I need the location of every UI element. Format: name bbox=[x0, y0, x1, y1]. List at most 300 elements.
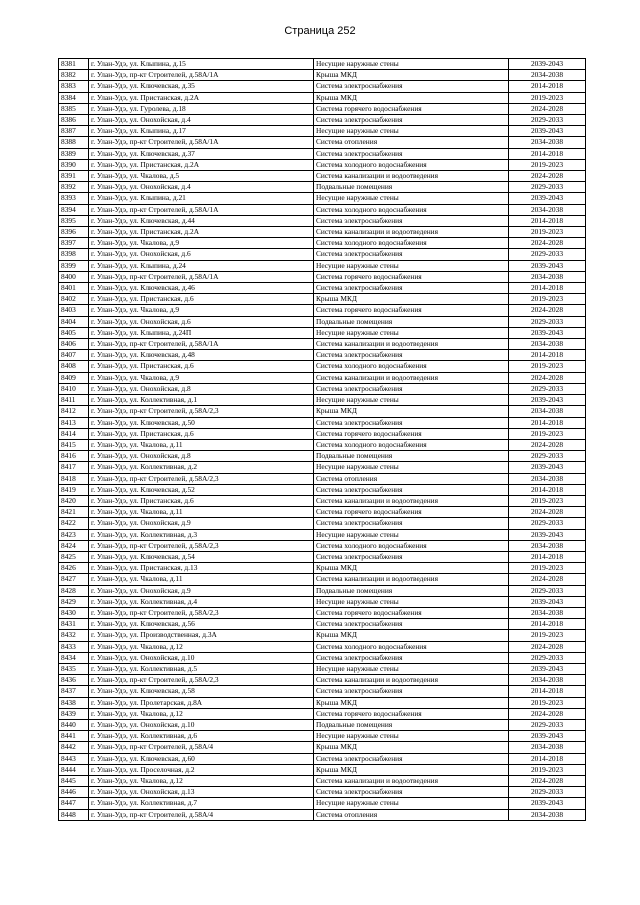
system-cell: Система электроснабжения bbox=[314, 81, 509, 92]
row-number-cell: 8409 bbox=[59, 372, 89, 383]
system-cell: Крыша МКД bbox=[314, 70, 509, 81]
table-row bbox=[59, 753, 586, 764]
system-cell: Система канализации и водоотведения bbox=[314, 227, 509, 238]
address-cell: г. Улан-Удэ, пр-кт Строителей, д.58А/2,3 bbox=[89, 406, 314, 417]
system-cell: Система канализации и водоотведения bbox=[314, 574, 509, 585]
row-number-cell: 8402 bbox=[59, 294, 89, 305]
table-row bbox=[59, 115, 586, 126]
address-cell: г. Улан-Удэ, ул. Чкалова, д.12 bbox=[89, 641, 314, 652]
system-cell: Несущие наружные стены bbox=[314, 260, 509, 271]
period-cell: 2029-2033 bbox=[509, 451, 586, 462]
row-number-cell: 8447 bbox=[59, 798, 89, 809]
table-row bbox=[59, 204, 586, 215]
row-number-cell: 8413 bbox=[59, 417, 89, 428]
address-cell: г. Улан-Удэ, ул. Пристанская, д.6 bbox=[89, 495, 314, 506]
period-cell: 2014-2018 bbox=[509, 753, 586, 764]
row-number-cell: 8443 bbox=[59, 753, 89, 764]
row-number-cell: 8428 bbox=[59, 585, 89, 596]
address-cell: г. Улан-Удэ, ул. Коллективная, д.1 bbox=[89, 395, 314, 406]
period-cell: 2019-2023 bbox=[509, 764, 586, 775]
address-cell: г. Улан-Удэ, ул. Ключевская, д.44 bbox=[89, 215, 314, 226]
system-cell: Система электроснабжения bbox=[314, 350, 509, 361]
system-cell: Крыша МКД bbox=[314, 764, 509, 775]
period-cell: 2034-2038 bbox=[509, 271, 586, 282]
table-row bbox=[59, 327, 586, 338]
table-row bbox=[59, 596, 586, 607]
table-row bbox=[59, 383, 586, 394]
table-row bbox=[59, 652, 586, 663]
address-cell: г. Улан-Удэ, ул. Ключевская, д.54 bbox=[89, 551, 314, 562]
period-cell: 2014-2018 bbox=[509, 283, 586, 294]
row-number-cell: 8394 bbox=[59, 204, 89, 215]
period-cell: 2034-2038 bbox=[509, 742, 586, 753]
row-number-cell: 8433 bbox=[59, 641, 89, 652]
table-row bbox=[59, 182, 586, 193]
address-cell: г. Улан-Удэ, пр-кт Строителей, д.58А/2,3 bbox=[89, 607, 314, 618]
table-row bbox=[59, 462, 586, 473]
period-cell: 2014-2018 bbox=[509, 551, 586, 562]
row-number-cell: 8424 bbox=[59, 540, 89, 551]
system-cell: Система горячего водоснабжения bbox=[314, 507, 509, 518]
system-cell: Несущие наружные стены bbox=[314, 193, 509, 204]
table-row bbox=[59, 619, 586, 630]
period-cell: 2014-2018 bbox=[509, 148, 586, 159]
table-row bbox=[59, 585, 586, 596]
address-cell: г. Улан-Удэ, ул. Ключевская, д.56 bbox=[89, 619, 314, 630]
address-cell: г. Улан-Удэ, ул. Ключевская, д.48 bbox=[89, 350, 314, 361]
period-cell: 2029-2033 bbox=[509, 652, 586, 663]
system-cell: Несущие наружные стены bbox=[314, 663, 509, 674]
address-cell: г. Улан-Удэ, ул. Проселочная, д.2 bbox=[89, 764, 314, 775]
row-number-cell: 8419 bbox=[59, 484, 89, 495]
address-cell: г. Улан-Удэ, ул. Коллективная, д.5 bbox=[89, 663, 314, 674]
address-cell: г. Улан-Удэ, ул. Онохойская, д.6 bbox=[89, 249, 314, 260]
system-cell: Несущие наружные стены bbox=[314, 327, 509, 338]
address-cell: г. Улан-Удэ, ул. Ключевская, д.60 bbox=[89, 753, 314, 764]
row-number-cell: 8446 bbox=[59, 787, 89, 798]
period-cell: 2029-2033 bbox=[509, 115, 586, 126]
table-row bbox=[59, 495, 586, 506]
address-cell: г. Улан-Удэ, ул. Клыпина, д.21 bbox=[89, 193, 314, 204]
period-cell: 2024-2028 bbox=[509, 776, 586, 787]
address-cell: г. Улан-Удэ, ул. Онохойская, д.10 bbox=[89, 652, 314, 663]
period-cell: 2024-2028 bbox=[509, 507, 586, 518]
period-cell: 2019-2023 bbox=[509, 495, 586, 506]
address-cell: г. Улан-Удэ, ул. Коллективная, д.6 bbox=[89, 731, 314, 742]
address-cell: г. Улан-Удэ, ул. Онохойская, д.13 bbox=[89, 787, 314, 798]
address-cell: г. Улан-Удэ, ул. Чкалова, д.9 bbox=[89, 238, 314, 249]
row-number-cell: 8399 bbox=[59, 260, 89, 271]
system-cell: Система электроснабжения bbox=[314, 249, 509, 260]
system-cell: Система электроснабжения bbox=[314, 417, 509, 428]
period-cell: 2019-2023 bbox=[509, 361, 586, 372]
table-row bbox=[59, 395, 586, 406]
table-row bbox=[59, 518, 586, 529]
period-cell: 2019-2023 bbox=[509, 630, 586, 641]
row-number-cell: 8411 bbox=[59, 395, 89, 406]
system-cell: Система горячего водоснабжения bbox=[314, 607, 509, 618]
address-cell: г. Улан-Удэ, ул. Онохойская, д.8 bbox=[89, 383, 314, 394]
system-cell: Система электроснабжения bbox=[314, 283, 509, 294]
row-number-cell: 8429 bbox=[59, 596, 89, 607]
period-cell: 2039-2043 bbox=[509, 126, 586, 137]
address-cell: г. Улан-Удэ, ул. Ключевская, д.46 bbox=[89, 283, 314, 294]
period-cell: 2014-2018 bbox=[509, 686, 586, 697]
address-cell: г. Улан-Удэ, ул. Онохойская, д.4 bbox=[89, 182, 314, 193]
period-cell: 2034-2038 bbox=[509, 607, 586, 618]
row-number-cell: 8440 bbox=[59, 719, 89, 730]
period-cell: 2039-2043 bbox=[509, 529, 586, 540]
period-cell: 2034-2038 bbox=[509, 204, 586, 215]
table-row bbox=[59, 271, 586, 282]
period-cell: 2039-2043 bbox=[509, 663, 586, 674]
row-number-cell: 8444 bbox=[59, 764, 89, 775]
period-cell: 2024-2028 bbox=[509, 708, 586, 719]
address-cell: г. Улан-Удэ, ул. Пристанская, д.6 bbox=[89, 428, 314, 439]
system-cell: Система канализации и водоотведения bbox=[314, 495, 509, 506]
system-cell: Система электроснабжения bbox=[314, 115, 509, 126]
row-number-cell: 8393 bbox=[59, 193, 89, 204]
address-cell: г. Улан-Удэ, ул. Клыпина, д.24П bbox=[89, 327, 314, 338]
address-cell: г. Улан-Удэ, ул. Производственная, д.3А bbox=[89, 630, 314, 641]
system-cell: Система электроснабжения bbox=[314, 215, 509, 226]
system-cell: Система электроснабжения bbox=[314, 148, 509, 159]
table-row bbox=[59, 540, 586, 551]
address-cell: г. Улан-Удэ, ул. Пристанская, д.2А bbox=[89, 159, 314, 170]
address-cell: г. Улан-Удэ, пр-кт Строителей, д.58А/1А bbox=[89, 204, 314, 215]
period-cell: 2039-2043 bbox=[509, 798, 586, 809]
row-number-cell: 8431 bbox=[59, 619, 89, 630]
period-cell: 2034-2038 bbox=[509, 675, 586, 686]
system-cell: Несущие наружные стены bbox=[314, 126, 509, 137]
address-cell: г. Улан-Удэ, пр-кт Строителей, д.58А/2,3 bbox=[89, 540, 314, 551]
address-cell: г. Улан-Удэ, ул. Чкалова, д.12 bbox=[89, 776, 314, 787]
system-cell: Несущие наружные стены bbox=[314, 731, 509, 742]
period-cell: 2034-2038 bbox=[509, 70, 586, 81]
address-cell: г. Улан-Удэ, ул. Пристанская, д.2А bbox=[89, 92, 314, 103]
table-row bbox=[59, 484, 586, 495]
system-cell: Система электроснабжения bbox=[314, 753, 509, 764]
row-number-cell: 8445 bbox=[59, 776, 89, 787]
row-number-cell: 8448 bbox=[59, 809, 89, 820]
table-row bbox=[59, 70, 586, 81]
address-cell: г. Улан-Удэ, ул. Пристанская, д.6 bbox=[89, 361, 314, 372]
system-cell: Система холодного водоснабжения bbox=[314, 204, 509, 215]
table-row bbox=[59, 697, 586, 708]
address-cell: г. Улан-Удэ, ул. Онохойская, д.6 bbox=[89, 316, 314, 327]
period-cell: 2039-2043 bbox=[509, 260, 586, 271]
system-cell: Крыша МКД bbox=[314, 742, 509, 753]
system-cell: Система холодного водоснабжения bbox=[314, 238, 509, 249]
period-cell: 2029-2033 bbox=[509, 719, 586, 730]
table-row bbox=[59, 215, 586, 226]
address-cell: г. Улан-Удэ, ул. Чкалова, д.9 bbox=[89, 305, 314, 316]
table-row bbox=[59, 473, 586, 484]
address-cell: г. Улан-Удэ, ул. Онохойская, д.4 bbox=[89, 115, 314, 126]
table-row bbox=[59, 361, 586, 372]
row-number-cell: 8389 bbox=[59, 148, 89, 159]
row-number-cell: 8405 bbox=[59, 327, 89, 338]
system-cell: Крыша МКД bbox=[314, 697, 509, 708]
row-number-cell: 8421 bbox=[59, 507, 89, 518]
row-number-cell: 8403 bbox=[59, 305, 89, 316]
period-cell: 2019-2023 bbox=[509, 294, 586, 305]
address-cell: г. Улан-Удэ, ул. Чкалова, д.5 bbox=[89, 171, 314, 182]
table-row bbox=[59, 103, 586, 114]
address-cell: г. Улан-Удэ, ул. Коллективная, д.4 bbox=[89, 596, 314, 607]
system-cell: Система электроснабжения bbox=[314, 686, 509, 697]
period-cell: 2024-2028 bbox=[509, 305, 586, 316]
system-cell: Система горячего водоснабжения bbox=[314, 428, 509, 439]
period-cell: 2039-2043 bbox=[509, 731, 586, 742]
address-cell: г. Улан-Удэ, ул. Онохойская, д.10 bbox=[89, 719, 314, 730]
table-row bbox=[59, 708, 586, 719]
row-number-cell: 8432 bbox=[59, 630, 89, 641]
period-cell: 2014-2018 bbox=[509, 484, 586, 495]
period-cell: 2024-2028 bbox=[509, 641, 586, 652]
address-cell: г. Улан-Удэ, ул. Чкалова, д.11 bbox=[89, 507, 314, 518]
period-cell: 2034-2038 bbox=[509, 339, 586, 350]
table-row bbox=[59, 742, 586, 753]
row-number-cell: 8412 bbox=[59, 406, 89, 417]
period-cell: 2024-2028 bbox=[509, 103, 586, 114]
period-cell: 2019-2023 bbox=[509, 563, 586, 574]
row-number-cell: 8416 bbox=[59, 451, 89, 462]
row-number-cell: 8390 bbox=[59, 159, 89, 170]
system-cell: Система электроснабжения bbox=[314, 619, 509, 630]
period-cell: 2014-2018 bbox=[509, 619, 586, 630]
row-number-cell: 8407 bbox=[59, 350, 89, 361]
system-cell: Система канализации и водоотведения bbox=[314, 675, 509, 686]
row-number-cell: 8436 bbox=[59, 675, 89, 686]
period-cell: 2029-2033 bbox=[509, 518, 586, 529]
table-row bbox=[59, 428, 586, 439]
address-cell: г. Улан-Удэ, ул. Ключевская, д.50 bbox=[89, 417, 314, 428]
table-row bbox=[59, 507, 586, 518]
address-cell: г. Улан-Удэ, ул. Онохойская, д.9 bbox=[89, 518, 314, 529]
row-number-cell: 8422 bbox=[59, 518, 89, 529]
table-row bbox=[59, 81, 586, 92]
table-row bbox=[59, 663, 586, 674]
system-cell: Система канализации и водоотведения bbox=[314, 372, 509, 383]
address-cell: г. Улан-Удэ, ул. Клыпина, д.24 bbox=[89, 260, 314, 271]
table-row bbox=[59, 238, 586, 249]
period-cell: 2014-2018 bbox=[509, 350, 586, 361]
system-cell: Система отопления bbox=[314, 473, 509, 484]
period-cell: 2014-2018 bbox=[509, 81, 586, 92]
table-row bbox=[59, 137, 586, 148]
address-cell: г. Улан-Удэ, ул. Чкалова, д.11 bbox=[89, 574, 314, 585]
row-number-cell: 8388 bbox=[59, 137, 89, 148]
row-number-cell: 8384 bbox=[59, 92, 89, 103]
address-cell: г. Улан-Удэ, ул. Чкалова, д.11 bbox=[89, 439, 314, 450]
system-cell: Система электроснабжения bbox=[314, 383, 509, 394]
row-number-cell: 8383 bbox=[59, 81, 89, 92]
system-cell: Система холодного водоснабжения bbox=[314, 439, 509, 450]
address-cell: г. Улан-Удэ, ул. Клыпина, д.15 bbox=[89, 59, 314, 70]
period-cell: 2039-2043 bbox=[509, 596, 586, 607]
address-cell: г. Улан-Удэ, ул. Пролетарская, д.8А bbox=[89, 697, 314, 708]
address-cell: г. Улан-Удэ, ул. Чкалова, д.12 bbox=[89, 708, 314, 719]
system-cell: Система электроснабжения bbox=[314, 787, 509, 798]
period-cell: 2019-2023 bbox=[509, 697, 586, 708]
row-number-cell: 8396 bbox=[59, 227, 89, 238]
repair-schedule-table bbox=[58, 58, 586, 821]
system-cell: Крыша МКД bbox=[314, 630, 509, 641]
period-cell: 2034-2038 bbox=[509, 540, 586, 551]
period-cell: 2019-2023 bbox=[509, 92, 586, 103]
period-cell: 2019-2023 bbox=[509, 227, 586, 238]
row-number-cell: 8441 bbox=[59, 731, 89, 742]
period-cell: 2034-2038 bbox=[509, 809, 586, 820]
address-cell: г. Улан-Удэ, ул. Гуролева, д.18 bbox=[89, 103, 314, 114]
period-cell: 2029-2033 bbox=[509, 316, 586, 327]
row-number-cell: 8391 bbox=[59, 171, 89, 182]
address-cell: г. Улан-Удэ, ул. Пристанская, д.13 bbox=[89, 563, 314, 574]
table-row bbox=[59, 406, 586, 417]
period-cell: 2019-2023 bbox=[509, 428, 586, 439]
table-row bbox=[59, 529, 586, 540]
row-number-cell: 8414 bbox=[59, 428, 89, 439]
row-number-cell: 8434 bbox=[59, 652, 89, 663]
system-cell: Система горячего водоснабжения bbox=[314, 708, 509, 719]
table-row bbox=[59, 798, 586, 809]
table-row bbox=[59, 249, 586, 260]
table-row bbox=[59, 59, 586, 70]
period-cell: 2039-2043 bbox=[509, 327, 586, 338]
address-cell: г. Улан-Удэ, пр-кт Строителей, д.58А/1А bbox=[89, 137, 314, 148]
row-number-cell: 8387 bbox=[59, 126, 89, 137]
address-cell: г. Улан-Удэ, ул. Коллективная, д.3 bbox=[89, 529, 314, 540]
period-cell: 2039-2043 bbox=[509, 462, 586, 473]
period-cell: 2029-2033 bbox=[509, 787, 586, 798]
row-number-cell: 8438 bbox=[59, 697, 89, 708]
period-cell: 2034-2038 bbox=[509, 137, 586, 148]
address-cell: г. Улан-Удэ, ул. Онохойская, д.9 bbox=[89, 585, 314, 596]
address-cell: г. Улан-Удэ, ул. Пристанская, д.2А bbox=[89, 227, 314, 238]
table-row bbox=[59, 350, 586, 361]
table-row bbox=[59, 283, 586, 294]
system-cell: Несущие наружные стены bbox=[314, 529, 509, 540]
row-number-cell: 8420 bbox=[59, 495, 89, 506]
period-cell: 2014-2018 bbox=[509, 417, 586, 428]
address-cell: г. Улан-Удэ, пр-кт Строителей, д.58А/1А bbox=[89, 271, 314, 282]
row-number-cell: 8406 bbox=[59, 339, 89, 350]
table-row bbox=[59, 316, 586, 327]
system-cell: Крыша МКД bbox=[314, 294, 509, 305]
table-row bbox=[59, 809, 586, 820]
period-cell: 2014-2018 bbox=[509, 215, 586, 226]
system-cell: Несущие наружные стены bbox=[314, 798, 509, 809]
period-cell: 2029-2033 bbox=[509, 182, 586, 193]
row-number-cell: 8397 bbox=[59, 238, 89, 249]
system-cell: Несущие наружные стены bbox=[314, 462, 509, 473]
period-cell: 2029-2033 bbox=[509, 585, 586, 596]
row-number-cell: 8386 bbox=[59, 115, 89, 126]
table-row bbox=[59, 731, 586, 742]
period-cell: 2029-2033 bbox=[509, 383, 586, 394]
table-row bbox=[59, 551, 586, 562]
table-row bbox=[59, 126, 586, 137]
address-cell: г. Улан-Удэ, пр-кт Строителей, д.58А/1А bbox=[89, 70, 314, 81]
period-cell: 2024-2028 bbox=[509, 238, 586, 249]
row-number-cell: 8427 bbox=[59, 574, 89, 585]
table-row bbox=[59, 439, 586, 450]
period-cell: 2034-2038 bbox=[509, 473, 586, 484]
system-cell: Система канализации и водоотведения bbox=[314, 339, 509, 350]
row-number-cell: 8442 bbox=[59, 742, 89, 753]
address-cell: г. Улан-Удэ, ул. Ключевская, д.58 bbox=[89, 686, 314, 697]
system-cell: Несущие наружные стены bbox=[314, 59, 509, 70]
table-row bbox=[59, 787, 586, 798]
table-row bbox=[59, 574, 586, 585]
row-number-cell: 8423 bbox=[59, 529, 89, 540]
page-title: Страница 252 bbox=[284, 25, 356, 37]
table-row bbox=[59, 641, 586, 652]
address-cell: г. Улан-Удэ, ул. Ключевская, д.35 bbox=[89, 81, 314, 92]
table-row bbox=[59, 764, 586, 775]
address-cell: г. Улан-Удэ, ул. Чкалова, д.9 bbox=[89, 372, 314, 383]
table-row bbox=[59, 305, 586, 316]
system-cell: Несущие наружные стены bbox=[314, 395, 509, 406]
row-number-cell: 8382 bbox=[59, 70, 89, 81]
table-row bbox=[59, 372, 586, 383]
period-cell: 2019-2023 bbox=[509, 159, 586, 170]
period-cell: 2039-2043 bbox=[509, 59, 586, 70]
system-cell: Система электроснабжения bbox=[314, 652, 509, 663]
table-row bbox=[59, 630, 586, 641]
system-cell: Система отопления bbox=[314, 137, 509, 148]
system-cell: Крыша МКД bbox=[314, 563, 509, 574]
table-row bbox=[59, 719, 586, 730]
row-number-cell: 8408 bbox=[59, 361, 89, 372]
system-cell: Подвальные помещения bbox=[314, 451, 509, 462]
row-number-cell: 8398 bbox=[59, 249, 89, 260]
row-number-cell: 8418 bbox=[59, 473, 89, 484]
address-cell: г. Улан-Удэ, ул. Клыпина, д.17 bbox=[89, 126, 314, 137]
system-cell: Система электроснабжения bbox=[314, 551, 509, 562]
period-cell: 2039-2043 bbox=[509, 193, 586, 204]
address-cell: г. Улан-Удэ, пр-кт Строителей, д.58А/1А bbox=[89, 339, 314, 350]
address-cell: г. Улан-Удэ, пр-кт Строителей, д.58А/2,3 bbox=[89, 675, 314, 686]
address-cell: г. Улан-Удэ, ул. Онохойская, д.8 bbox=[89, 451, 314, 462]
period-cell: 2024-2028 bbox=[509, 171, 586, 182]
system-cell: Система канализации и водоотведения bbox=[314, 776, 509, 787]
period-cell: 2024-2028 bbox=[509, 574, 586, 585]
system-cell: Система горячего водоснабжения bbox=[314, 271, 509, 282]
row-number-cell: 8430 bbox=[59, 607, 89, 618]
system-cell: Система холодного водоснабжения bbox=[314, 361, 509, 372]
table-row bbox=[59, 776, 586, 787]
row-number-cell: 8425 bbox=[59, 551, 89, 562]
system-cell: Подвальные помещения bbox=[314, 182, 509, 193]
table-row bbox=[59, 294, 586, 305]
table-row bbox=[59, 171, 586, 182]
row-number-cell: 8439 bbox=[59, 708, 89, 719]
row-number-cell: 8401 bbox=[59, 283, 89, 294]
system-cell: Система холодного водоснабжения bbox=[314, 159, 509, 170]
row-number-cell: 8415 bbox=[59, 439, 89, 450]
address-cell: г. Улан-Удэ, пр-кт Строителей, д.58А/2,3 bbox=[89, 473, 314, 484]
address-cell: г. Улан-Удэ, ул. Коллективная, д.7 bbox=[89, 798, 314, 809]
table-row bbox=[59, 159, 586, 170]
address-cell: г. Улан-Удэ, ул. Пристанская, д.6 bbox=[89, 294, 314, 305]
row-number-cell: 8395 bbox=[59, 215, 89, 226]
row-number-cell: 8437 bbox=[59, 686, 89, 697]
system-cell: Несущие наружные стены bbox=[314, 596, 509, 607]
address-cell: г. Улан-Удэ, ул. Коллективная, д.2 bbox=[89, 462, 314, 473]
table-row bbox=[59, 451, 586, 462]
